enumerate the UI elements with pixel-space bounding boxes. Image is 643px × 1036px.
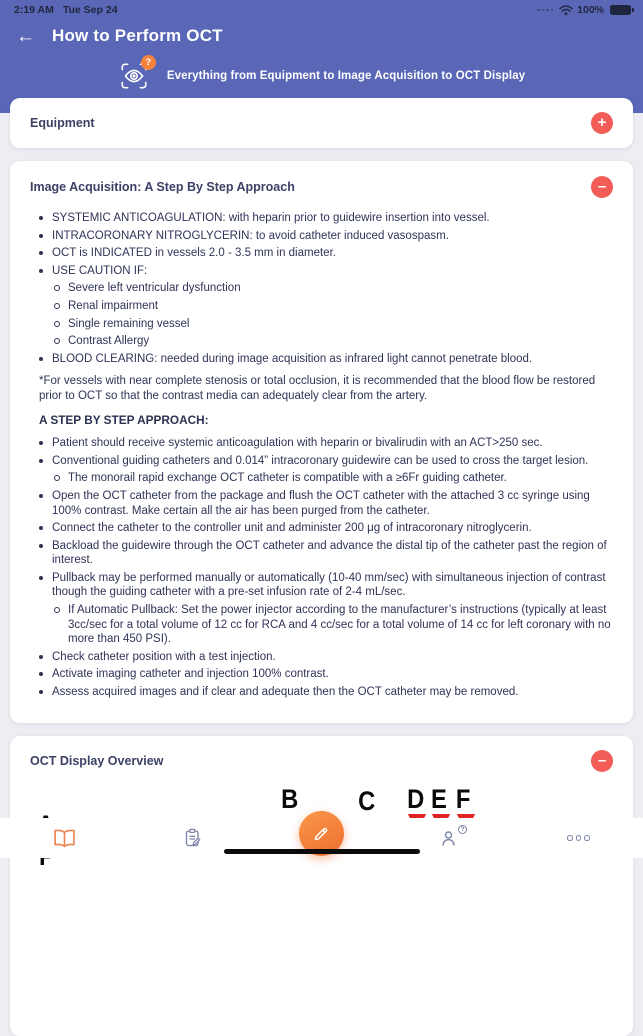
home-indicator[interactable] xyxy=(224,849,420,854)
callout-label-b: B xyxy=(281,783,298,814)
question-badge-icon: ? xyxy=(458,825,467,834)
person-question-icon xyxy=(440,828,460,848)
acquisition-content xyxy=(30,211,613,700)
acquisition-item-bullet: SYSTEMIC ANTICOAGULATION: with heparin prior to guidewire insertion into vessel. xyxy=(36,211,613,226)
book-open-icon xyxy=(53,829,76,848)
accordion-image-acquisition-title: Image Acquisition: A Step By Step Approach xyxy=(30,180,295,194)
more-dots-icon xyxy=(567,835,590,841)
acquisition-item-bullet: INTRACORONARY NITROGLYCERIN: to avoid catheter induced vasospasm. xyxy=(36,229,613,244)
accordion-image-acquisition xyxy=(10,161,633,723)
acquisition-item-sub: Contrast Allergy xyxy=(52,334,613,349)
banner-text: Everything from Equipment to Image Acquisition to OCT Display xyxy=(166,70,526,82)
back-button[interactable]: ← xyxy=(16,25,35,47)
acquisition-item-bullet: OCT is INDICATED in vessels 2.0 - 3.5 mm in diameter. xyxy=(36,246,613,261)
help-badge-icon: ? xyxy=(141,55,156,70)
cellular-signal-icon xyxy=(537,9,553,12)
tab-learn[interactable] xyxy=(44,823,84,853)
collapse-minus-button[interactable]: – xyxy=(591,750,613,772)
acquisition-item-bullet: Backload the guidewire through the OCT catheter and advance the distal tip of the catheter past the region of interest. xyxy=(36,539,613,568)
clock-time: 2:19 AM xyxy=(14,4,54,16)
acquisition-item-para: *For vessels with near complete stenosis or total occlusion, it is recommended that the blood flow be restored prior to OCT so that the contrast media can adequately clear from the artery. xyxy=(39,375,596,402)
acquisition-item-bullet: Check catheter position with a test injection. xyxy=(36,650,613,665)
collapse-minus-button[interactable]: – xyxy=(591,176,613,198)
tab-ask-expert[interactable] xyxy=(430,823,470,853)
accordion-oct-display-overview xyxy=(10,736,633,1036)
acquisition-item-bullet: Activate imaging catheter and injection 100% contrast. xyxy=(36,667,613,682)
acquisition-item-bullet: Pullback may be performed manually or automatically (10-40 mm/sec) with simultaneous injection of contrast though the guiding catheter with a pre-set infusion rate of 2-4 mL/sec. xyxy=(36,571,613,600)
acquisition-item-bullet: Assess acquired images and if clear and adequate then the OCT catheter may be removed. xyxy=(36,685,613,700)
acquisition-item-sub: Severe left ventricular dysfunction xyxy=(52,281,613,296)
content-scroll-area[interactable] xyxy=(0,98,643,1036)
acquisition-item-bullet: USE CAUTION IF: xyxy=(36,264,613,279)
accordion-image-acquisition-header[interactable] xyxy=(30,176,613,198)
wifi-icon xyxy=(559,5,573,16)
subtitle-banner xyxy=(0,57,643,92)
expand-plus-button[interactable]: + xyxy=(591,112,613,134)
battery-percent: 100% xyxy=(577,4,604,16)
oct-scan-eye-icon xyxy=(118,57,152,92)
accordion-oct-display-overview-header[interactable] xyxy=(30,750,613,772)
accordion-equipment-header[interactable] xyxy=(30,112,613,134)
clock-date: Tue Sep 24 xyxy=(62,4,118,16)
battery-icon xyxy=(610,5,631,15)
accordion-equipment xyxy=(10,98,633,148)
callout-label-c: C xyxy=(358,785,375,816)
acquisition-item-bullet: Conventional guiding catheters and 0.014” intracoronary guidewire can be used to cross the target lesion. xyxy=(36,454,613,469)
acquisition-item-bullet: Open the OCT catheter from the package and flush the OCT catheter with the attached 3 cc syringe using 100% contrast. Make certain all the air has been purged from the catheter. xyxy=(36,489,613,518)
clipboard-notes-icon xyxy=(184,828,202,848)
acquisition-item-bullet: Connect the catheter to the controller unit and administer 200 μg of intracoronary nitroglycerin. xyxy=(36,521,613,536)
acquisition-item-sub: Single remaining vessel xyxy=(52,317,613,332)
tab-more[interactable] xyxy=(559,823,599,853)
accordion-oct-display-overview-title: OCT Display Overview xyxy=(30,753,164,768)
acquisition-item-bullet: Patient should receive systemic anticoagulation with heparin or bivalirudin with an ACT>250 sec. xyxy=(36,436,613,451)
acquisition-item-sub: Renal impairment xyxy=(52,299,613,314)
page-title: How to Perform OCT xyxy=(52,26,223,45)
callout-label-e: E xyxy=(431,783,446,814)
callout-label-d: D xyxy=(407,783,424,814)
nav-bar xyxy=(0,17,643,51)
accordion-equipment-title: Equipment xyxy=(30,116,95,130)
status-bar xyxy=(0,0,643,17)
app-header xyxy=(0,0,643,113)
acquisition-item-heading: A STEP BY STEP APPROACH: xyxy=(39,412,209,427)
acquisition-item-sub: The monorail rapid exchange OCT catheter is compatible with a ≥6Fr guiding catheter. xyxy=(52,471,613,486)
tab-notes[interactable] xyxy=(173,823,213,853)
callout-label-f: F xyxy=(455,783,470,814)
pencil-icon xyxy=(312,825,330,843)
acquisition-item-bullet: BLOOD CLEARING: needed during image acquisition as infrared light cannot penetrate blood. xyxy=(36,352,613,367)
acquisition-item-sub: If Automatic Pullback: Set the power injector according to the manufacturer’s instructions (typically at least 3cc/sec for a total volume of 12 cc for RCA and 4 cc/sec for a total volume of 14 cc for left coronary with no more than 450 PSI). xyxy=(52,603,613,647)
